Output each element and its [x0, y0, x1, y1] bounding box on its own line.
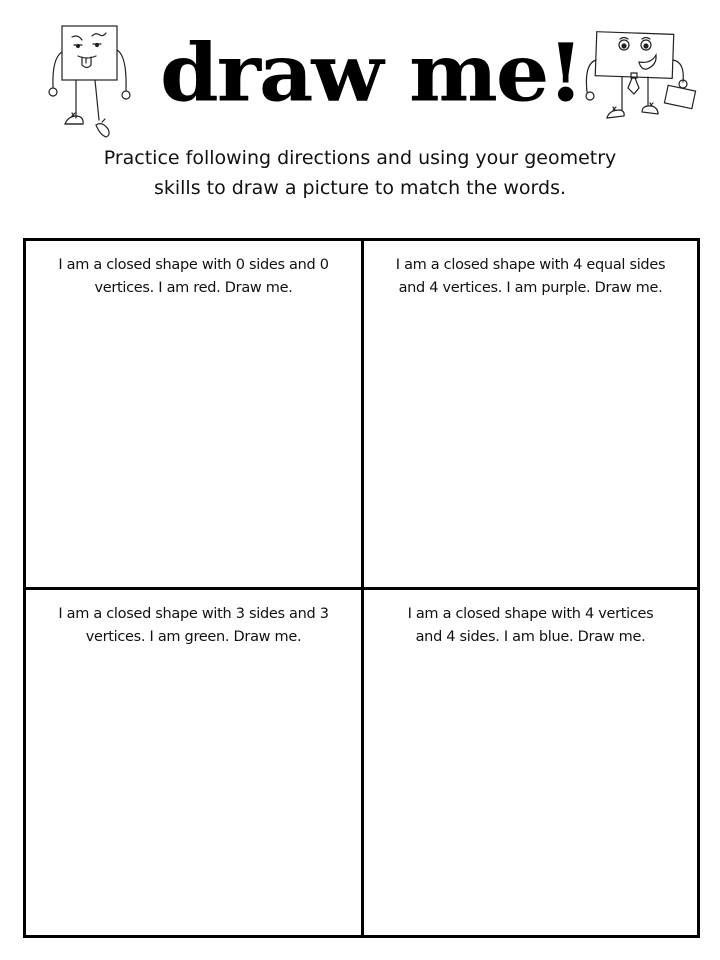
instructions [40, 143, 680, 203]
prompt-text-line: vertices. I am green. Draw me. [85, 629, 302, 645]
instructions-line-1: Practice following directions and using your geometry [103, 147, 617, 169]
prompt-text-line: and 4 vertices. I am purple. Draw me. [398, 280, 663, 296]
prompt-text-line: and 4 sides. I am blue. Draw me. [415, 629, 646, 645]
instructions-line-2: skills to draw a picture to match the words. [153, 177, 567, 199]
prompt-cell-quadrilateral [364, 590, 697, 935]
prompt-text-line: I am a closed shape with 3 sides and 3 [58, 606, 329, 622]
drawing-area[interactable] [364, 311, 697, 587]
square-character-icon [40, 20, 140, 145]
prompt-text-line: I am a closed shape with 4 equal sides [395, 257, 666, 273]
worksheet-header [0, 0, 720, 130]
prompt-cell-square [364, 241, 697, 587]
drawing-area[interactable] [26, 311, 361, 587]
drawing-area[interactable] [364, 660, 697, 935]
rectangle-character-icon [580, 30, 700, 130]
drawing-area[interactable] [26, 660, 361, 935]
prompt-text-line: I am a closed shape with 4 vertices [407, 606, 654, 622]
drawing-grid [23, 238, 700, 938]
prompt-text-line: I am a closed shape with 0 sides and 0 [58, 257, 329, 273]
prompt-text-line: vertices. I am red. Draw me. [94, 280, 293, 296]
prompt-cell-circle [26, 241, 361, 587]
prompt-cell-triangle [26, 590, 361, 935]
worksheet-title: draw me! [160, 25, 583, 120]
